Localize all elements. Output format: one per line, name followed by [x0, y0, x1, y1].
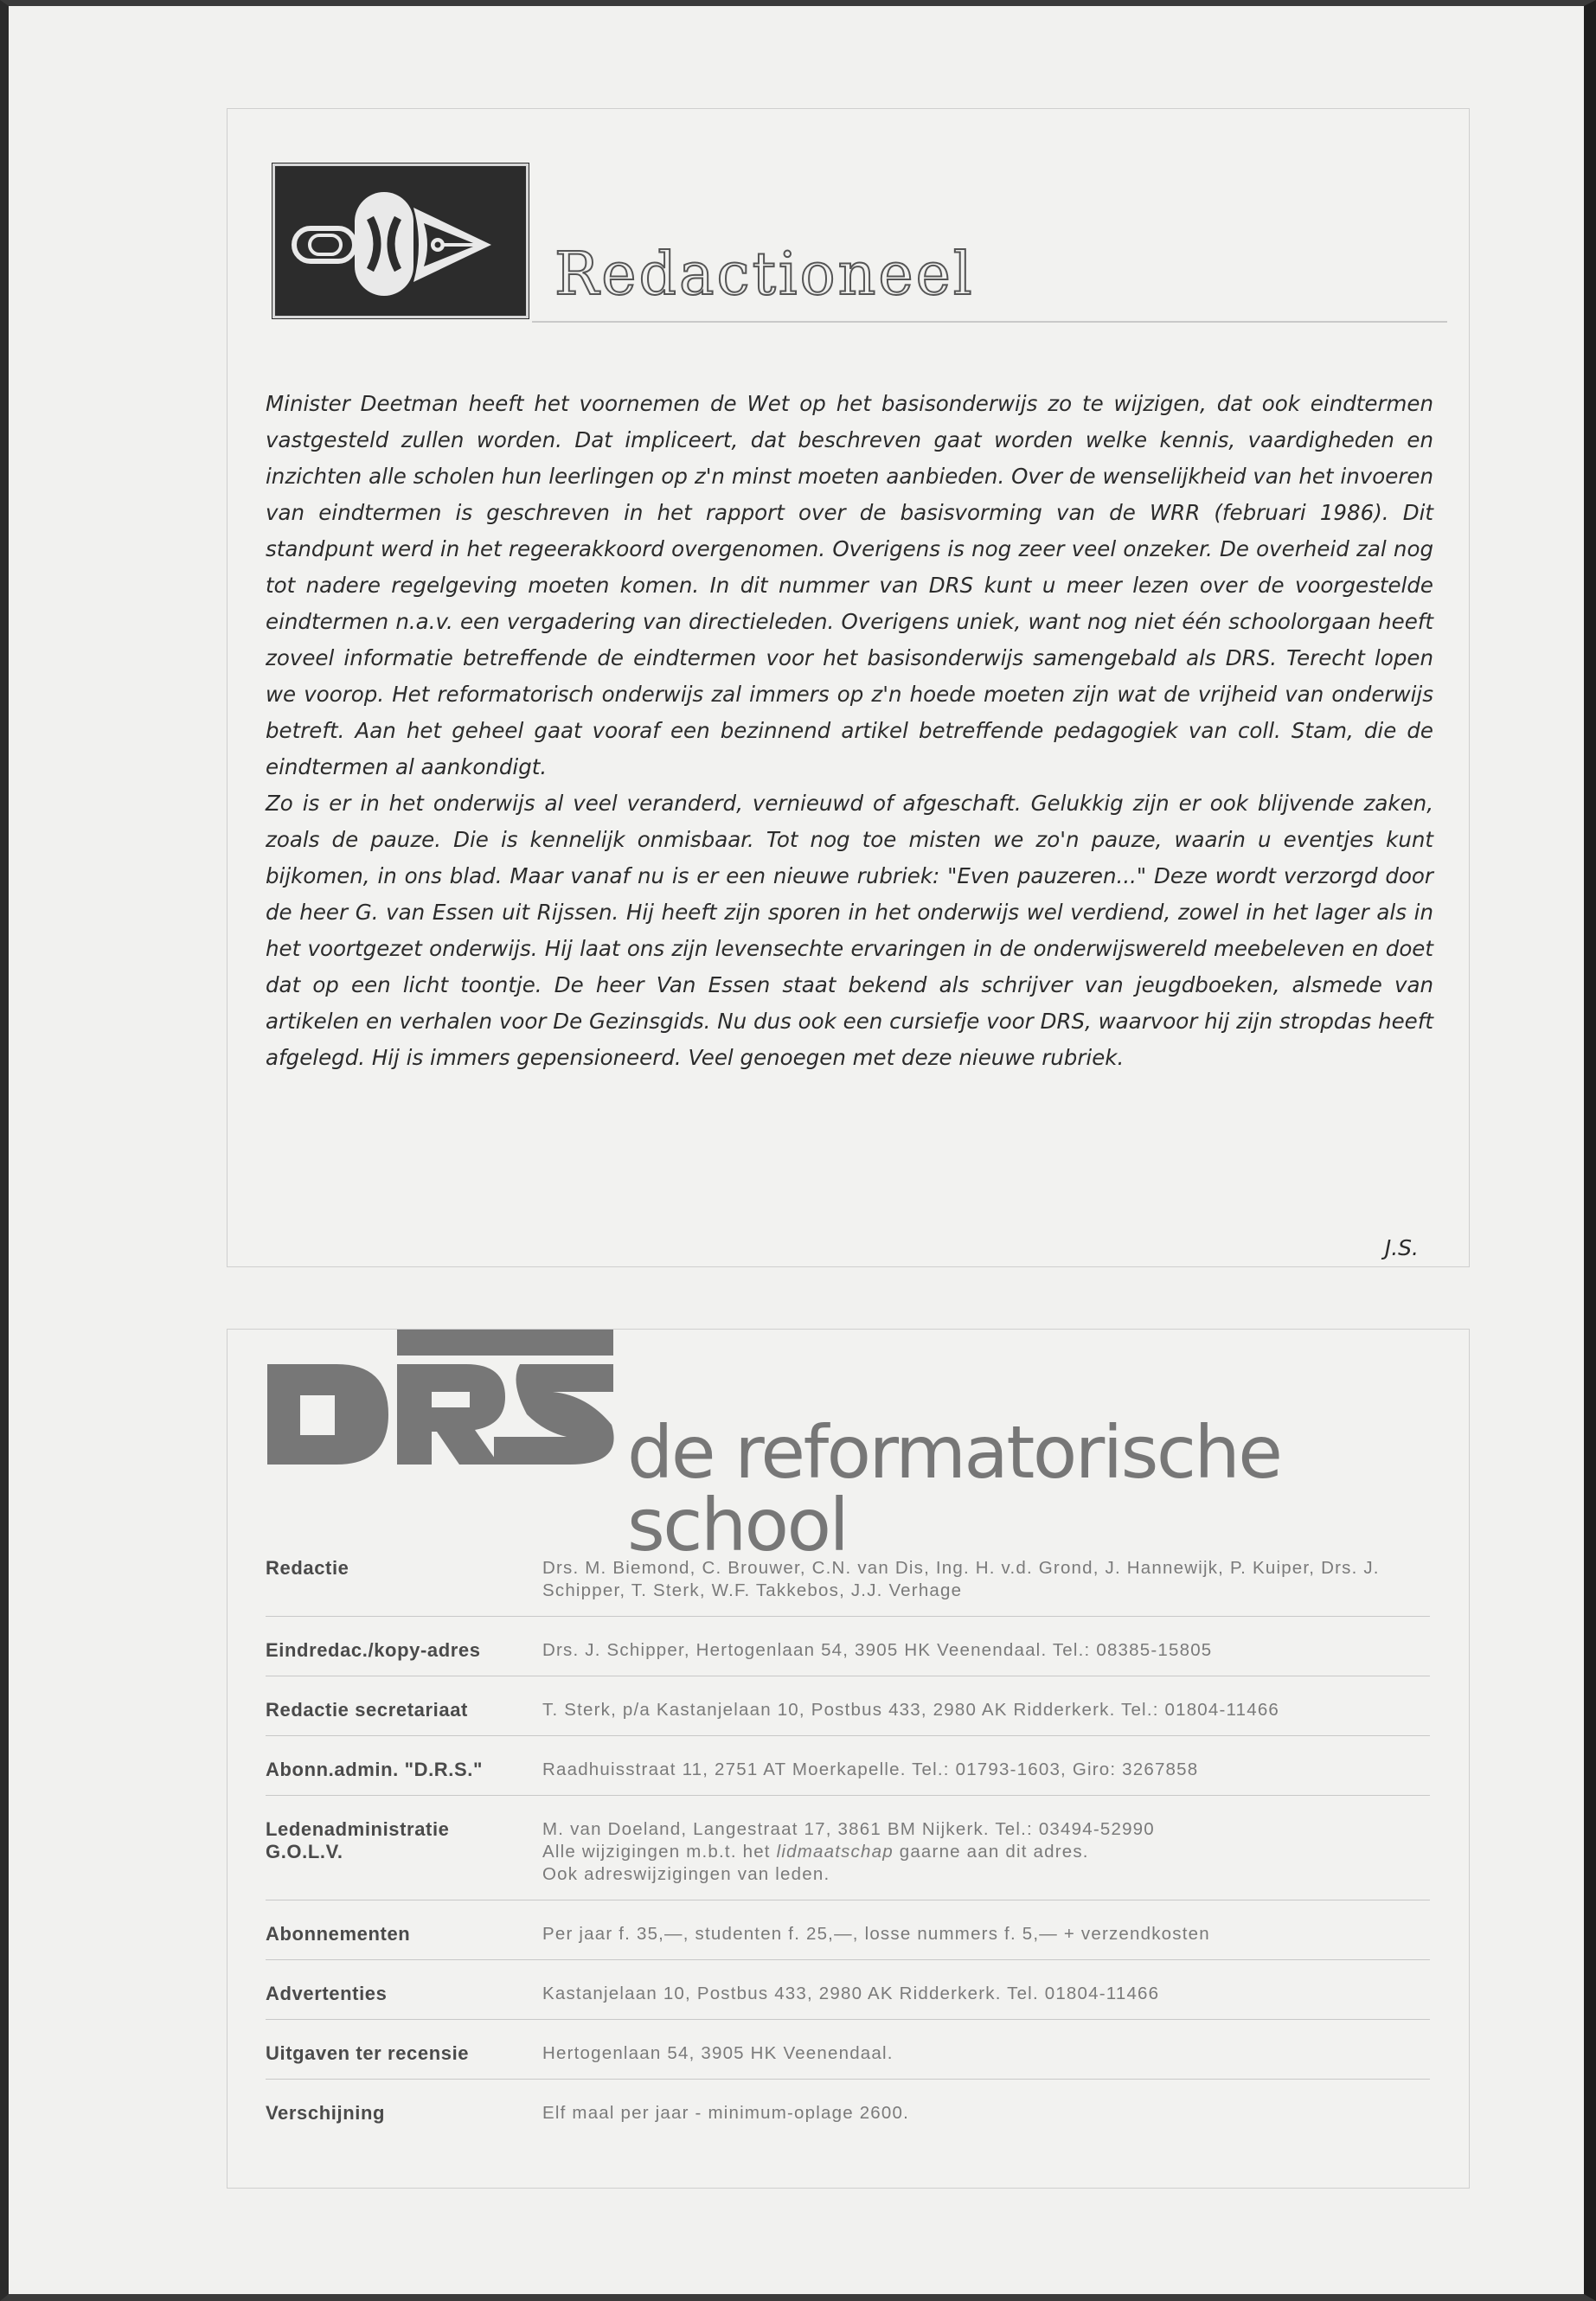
masthead-value: [542, 2020, 1430, 2080]
masthead-label: Abonn.admin. "D.R.S.": [266, 1736, 542, 1796]
scanned-page: [9, 6, 1584, 2294]
masthead-label: Verschijning: [266, 2102, 386, 2124]
editorial-signature: J.S.: [1384, 1235, 1419, 1260]
masthead-box: [227, 1329, 1470, 2189]
masthead-label: Ledenadministratie G.O.L.V.: [266, 1796, 542, 1900]
masthead-value-line: Ook adreswijzigingen van leden.: [542, 1864, 830, 1884]
masthead-value-line: [542, 1841, 1430, 1863]
masthead-tagline: de reformatorische school: [627, 1410, 1281, 1567]
editorial-paragraph-2: Zo is er in het onderwijs al veel veranderd, vernieuwd of afgeschaft. Gelukkig zijn er ook blijvende zaken, zoals de pauze. Die is kennelijk onmisbaar. Tot nog toe misten we zo'n pauze, waarin u eventjes kunt bijkomen, in ons blad. Maar vanaf nu is er een nieuwe rubriek: "Even pauzeren..." Deze wordt verzorgd door de heer G. van Essen uit Rijssen. Hij heeft zijn sporen in het onderwijs wel verdiend, zowel in het lager als in het voortgezet onderwijs. Hij laat ons zijn levensechte ervaringen in de onderwijswereld meebeleven en doet dat op een licht toontje. De heer Van Essen staat bekend als schrijver van jeugdboeken, alsmede van artikelen en verhalen voor De Gezinsgids. Nu dus ook een cursiefje voor DRS, waarvoor hij zijn stropdas heeft afgelegd. Hij is immers gepensioneerd. Veel genoegen met deze nieuwe rubriek.: [266, 791, 1433, 1070]
masthead-row: [266, 1900, 1430, 1960]
masthead-value-text: Alle wijzigingen m.b.t. het: [542, 1842, 771, 1862]
masthead-value: [542, 2080, 1430, 2139]
masthead-value-line: Hertogenlaan 54, 3905 HK Veenendaal.: [542, 2043, 894, 2063]
masthead-value-line: Elf maal per jaar - minimum-oplage 2600.: [542, 2103, 909, 2123]
masthead-label: Redactie: [266, 1535, 542, 1617]
masthead-label: Eindredac./kopy-adres: [266, 1617, 542, 1676]
masthead-row: [266, 1676, 1430, 1736]
masthead-label: Abonnementen: [266, 1900, 542, 1960]
masthead-row: [266, 1736, 1430, 1796]
masthead-value: [542, 1960, 1430, 2020]
masthead-row: [266, 1796, 1430, 1900]
masthead-label: Advertenties: [266, 1960, 542, 2020]
masthead-row: [266, 1535, 1430, 1617]
heading-divider: [532, 321, 1447, 323]
pen-nib-logo: [272, 163, 529, 318]
masthead-value-line: Per jaar f. 35,—, studenten f. 25,—, losse nummers f. 5,— + verzendkosten: [542, 1924, 1210, 1944]
masthead-value: [542, 1535, 1430, 1617]
masthead-value: [542, 1736, 1430, 1796]
masthead-table: [266, 1535, 1430, 2138]
masthead-value-line: M. van Doeland, Langestraat 17, 3861 BM Nijkerk. Tel.: 03494-52990: [542, 1819, 1155, 1839]
masthead-label: Redactie secretariaat: [266, 1676, 542, 1736]
masthead-value: [542, 1676, 1430, 1736]
masthead-value-emphasis: lidmaatschap: [776, 1842, 894, 1862]
pen-nib-icon: [275, 166, 526, 316]
masthead-value-line: Raadhuisstraat 11, 2751 AT Moerkapelle. Tel.: 01793-1603, Giro: 3267858: [542, 1759, 1199, 1779]
masthead-value: [542, 1617, 1430, 1676]
masthead-value-line: Drs. M. Biemond, C. Brouwer, C.N. van Dis, Ing. H. v.d. Grond, J. Hannewijk, P. Kuiper, Drs. J. Schipper, T. Sterk, W.F. Takkebos, J.J. Verhage: [542, 1558, 1380, 1600]
masthead-row: [266, 1960, 1430, 2020]
editorial-body: [266, 386, 1433, 1076]
editorial-box: [227, 108, 1470, 1267]
masthead-value: [542, 1796, 1430, 1900]
masthead-row: [266, 2080, 1430, 2139]
masthead-label: Uitgaven ter recensie: [266, 2020, 542, 2080]
masthead-value-line: Kastanjelaan 10, Postbus 433, 2980 AK Ridderkerk. Tel. 01804-11466: [542, 1984, 1160, 2003]
masthead-value-text: gaarne aan dit adres.: [899, 1842, 1089, 1862]
masthead-row: [266, 2020, 1430, 2080]
masthead-value-line: Drs. J. Schipper, Hertogenlaan 54, 3905 HK Veenendaal. Tel.: 08385-15805: [542, 1640, 1213, 1660]
drs-logo-icon: [267, 1330, 631, 1468]
masthead-value-line: T. Sterk, p/a Kastanjelaan 10, Postbus 433, 2980 AK Ridderkerk. Tel.: 01804-11466: [542, 1700, 1280, 1720]
masthead-row: [266, 1617, 1430, 1676]
editorial-heading: Redactioneel: [554, 240, 975, 309]
masthead-value: [542, 1900, 1430, 1960]
editorial-paragraph-1: Minister Deetman heeft het voornemen de Wet op het basisonderwijs zo te wijzigen, dat ook eindtermen vastgesteld zullen worden. Dat impliceert, dat beschreven gaat worden welke kennis, vaardigheden en inzichten alle scholen hun leerlingen op z'n minst moeten aanbieden. Over de wenselijkheid van het invoeren van eindtermen is geschreven in het rapport over de basisvorming van de WRR (februari 1986). Dit standpunt werd in het regeerakkoord overgenomen. Overigens is nog zeer veel onzeker. De overheid zal nog tot nadere regelgeving moeten komen. In dit nummer van DRS kunt u meer lezen over de voorgestelde eindtermen n.a.v. een vergadering van directieleden. Overigens uniek, want nog niet één schoolorgaan heeft zoveel informatie betreffende de eindtermen voor het basisonderwijs samengebald als DRS. Terecht lopen we voorop. Het reformatorisch onderwijs zal immers op z'n hoede moeten zijn wat de vrijheid van onderwijs betreft. Aan het geheel gaat vooraf een bezinnend artikel betreffende pedagogiek van coll. Stam, die de eindtermen al aankondigt.: [266, 391, 1433, 779]
